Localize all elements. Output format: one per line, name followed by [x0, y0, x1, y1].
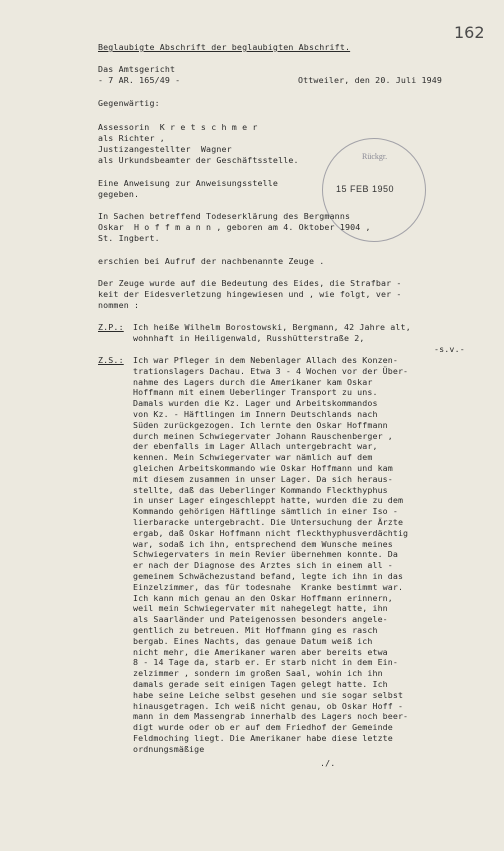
testimony-line: gemeinem Schwächezustand befand, legte ich ihn in das	[133, 570, 404, 581]
testimony-line: stellte, daß das Ueberlinger Kommando Fleckthyphus	[133, 484, 388, 495]
testimony-line: Schwiegervaters in mein Revier übernehmen konnte. Da	[133, 549, 398, 560]
instruction-line: gegeben.	[98, 189, 140, 199]
testimony-line: Einzelzimmer, das für todesnahe Kranke bestimmt war.	[133, 581, 404, 592]
continuation-mark: ./.	[320, 758, 336, 768]
testimony-line: er nach der Diagnose des Arztes sich in einem all -	[133, 560, 393, 571]
testimony-line: damals gerade seit einigen Tagen gelegt hatte. Ich	[133, 678, 388, 689]
file-number: - 7 AR. 165/49 -	[98, 75, 181, 85]
testimony-line: lierbaracke untergebracht. Die Untersuchung der Ärzte	[133, 516, 404, 527]
zp-line: Ich heiße Wilhelm Borostowski, Bergmann, 42 Jahre alt,	[133, 322, 411, 332]
testimony-line: digt wurde oder ob er auf dem Friedhof der Gemeinde	[133, 722, 393, 733]
instruction-line: Eine Anweisung zur Anweisungsstelle	[98, 178, 279, 188]
testimony-body	[133, 355, 504, 754]
matter-line: St. Ingbert.	[98, 233, 160, 243]
zp-end: -s.v.-	[434, 344, 465, 354]
oath-line: Der Zeuge wurde auf die Bedeutung des Eides, die Strafbar -	[98, 278, 402, 288]
place-date: Ottweiler, den 20. Juli 1949	[298, 75, 443, 85]
testimony-line: Kommando gehörigen Häftlinge sämtlich in einer Iso -	[133, 506, 398, 517]
testimony-line: ergab, daß Oskar Hoffmann nicht fleckthyphusverdächtig	[133, 527, 409, 538]
testimony-line: in unser Lager eingeschleppt hatte, wurden die zu dem	[133, 495, 404, 506]
matter-line: In Sachen betreffend Todeserklärung des Bergmanns	[98, 211, 351, 221]
matter-line: Oskar H o f f m a n n , geboren am 4. Oktober 1904 ,	[98, 222, 371, 232]
testimony-line: Ich kann mich genau an den Oskar Hoffmann erinnern,	[133, 592, 393, 603]
testimony-line: kennen. Mein Schwiegervater war nämlich auf dem	[133, 452, 373, 463]
testimony-line: der ebenfalls im Lager Allach untergebracht war,	[133, 441, 378, 452]
zp-line: wohnhaft in Heiligenwald, Russhütterstraße 2,	[133, 333, 365, 343]
testimony-line: mit diesem zusammen in unser Lager. Da sich heraus-	[133, 473, 393, 484]
zp-label: Z.P.:	[98, 322, 124, 332]
testimony-line: mann in dem Massengrab innerhalb des Lagers noch beer-	[133, 711, 409, 722]
testimony-line: ordnungsmäßige	[133, 743, 205, 754]
stamp-date: 15 FEB 1950	[336, 184, 395, 194]
document-header: Beglaubigte Abschrift der beglaubigten Abschrift.	[98, 42, 351, 52]
page-number: 162	[454, 23, 485, 42]
testimony-line: gleichen Arbeitskommando wie Oskar Hoffmann und kam	[133, 462, 393, 473]
oath-line: nommen :	[98, 300, 140, 310]
official-line: als Urkundsbeamter der Geschäftsstelle.	[98, 155, 299, 165]
testimony-line: als Saarländer und Pateigenossen besonders angele-	[133, 614, 388, 625]
testimony-line: Damals wurden die Kz. Lager und Arbeitskommandos	[133, 398, 378, 409]
oath-line: keit der Eidesverletzung hingewiesen und , wie folgt, ver -	[98, 289, 402, 299]
testimony-line: 8 - 14 Tage da, starb er. Er starb nicht in dem Ein-	[133, 657, 398, 668]
testimony-line: Ich war Pfleger in dem Nebenlager Allach des Konzen-	[133, 355, 398, 365]
zs-label: Z.S.:	[98, 355, 124, 365]
court-name: Das Amtsgericht	[98, 64, 176, 74]
testimony-line: trationslagers Dachau. Etwa 3 - 4 Wochen vor der Über-	[133, 365, 409, 376]
testimony-line: weil mein Schwiegervater mit nahegelegt hatte, ihn	[133, 603, 388, 614]
testimony-line: gentlich zu betreuen. Mit Hoffmann ging es rasch	[133, 624, 378, 635]
official-line: Assessorin K r e t s c h m e r	[98, 122, 258, 132]
testimony-line: nahme des Lagers durch die Amerikaner kam Oskar	[133, 376, 373, 387]
testimony-line: war, sodaß ich ihn, entsprechend dem Wunsche meines	[133, 538, 393, 549]
official-line: als Richter ,	[98, 133, 165, 143]
testimony-line: zelzimmer , sondern im großen Saal, wohin ich ihn	[133, 668, 383, 679]
testimony-line: Feldmoching liegt. Die Amerikaner habe diese letzte	[133, 732, 393, 743]
testimony-line: nicht mehr, die Amerikaner waren aber bereits etwa	[133, 646, 388, 657]
testimony-line: von Kz. - Häftlingen im Innern Deutschlands nach	[133, 408, 378, 419]
official-line: Justizangestellter Wagner	[98, 144, 232, 154]
testimony-line: bergab. Eines Nachts, das genaue Datum weiß ich	[133, 635, 373, 646]
testimony-line: durch meinen Schwiegervater Johann Rauschenberger ,	[133, 430, 393, 441]
appearance-line: erschien bei Aufruf der nachbenannte Zeuge .	[98, 256, 325, 266]
testimony-line: habe seine Leiche selbst gesehen und sie sogar selbst	[133, 689, 404, 700]
testimony-line: Hoffmann mit einem Ueberlinger Transport zu uns.	[133, 387, 378, 398]
testimony-line: hinausgetragen. Ich weiß nicht genau, ob Oskar Hoff -	[133, 700, 404, 711]
present-label: Gegenwärtig:	[98, 98, 160, 108]
testimony-line: Süden zurückgezogen. Ich lernte den Oskar Hoffmann	[133, 419, 388, 430]
stamp-label: Rückgr.	[362, 152, 388, 161]
